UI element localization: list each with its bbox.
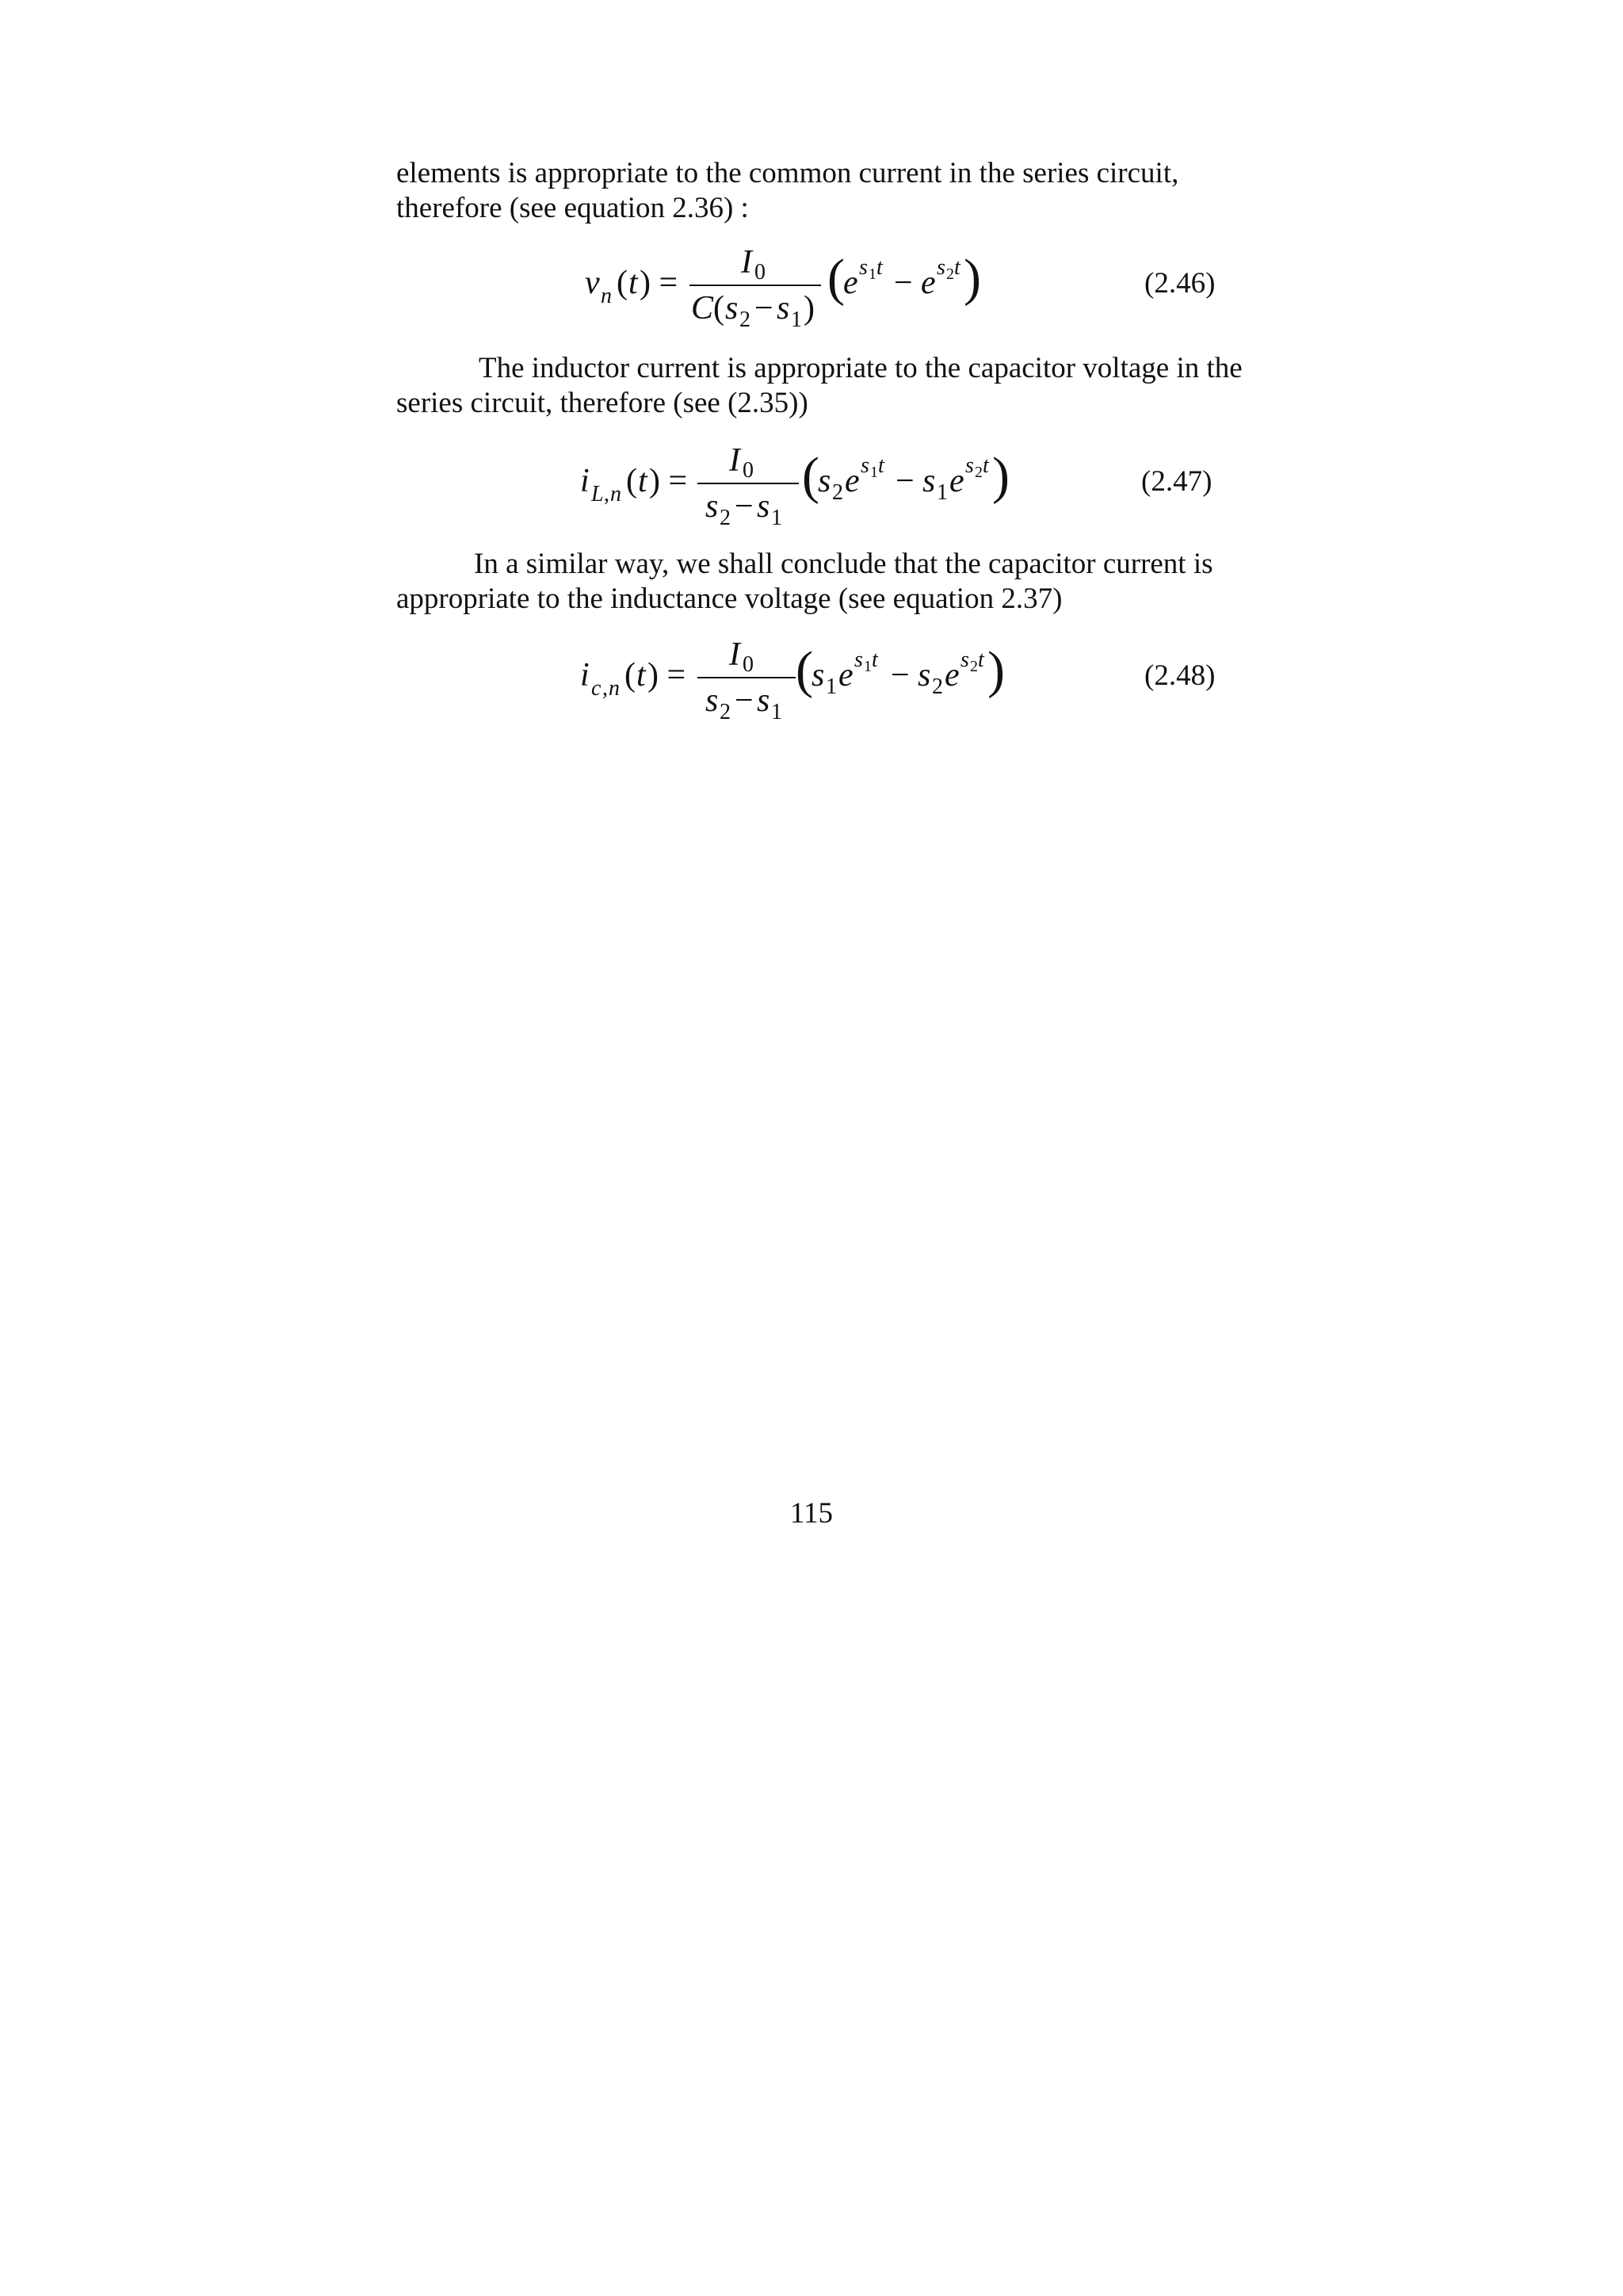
svg-text:2: 2	[946, 266, 954, 283]
equation-2-48	[0, 628, 1623, 724]
svg-text:−: −	[891, 657, 910, 693]
paragraph-3-line-2: appropriate to the inductance voltage (see equation 2.37)	[396, 583, 1063, 615]
svg-text:I: I	[741, 244, 752, 281]
svg-text:s: s	[918, 657, 931, 693]
svg-text:t: t	[876, 255, 883, 280]
equation-2-46-formula	[0, 238, 1623, 333]
svg-text:i: i	[580, 463, 590, 499]
svg-text:e: e	[845, 463, 860, 499]
svg-text:1: 1	[791, 308, 802, 332]
svg-text:s: s	[859, 255, 868, 280]
svg-text:1: 1	[869, 266, 876, 283]
svg-text:0: 0	[743, 458, 754, 483]
svg-text:n: n	[610, 482, 621, 506]
equation-2-46-number: (2.46)	[1144, 267, 1216, 300]
svg-text:,: ,	[602, 676, 608, 701]
equation-2-48-formula	[0, 628, 1623, 724]
svg-text:2: 2	[932, 674, 943, 699]
svg-text:1: 1	[771, 506, 782, 530]
svg-text:e: e	[945, 657, 960, 693]
paragraph-2-line-2: series circuit, therefore (see (2.35))	[396, 387, 808, 419]
svg-text:): )	[992, 447, 1010, 505]
svg-text:t: t	[978, 648, 984, 672]
svg-text:c: c	[591, 676, 601, 701]
svg-text:2: 2	[970, 658, 978, 675]
svg-text:t: t	[983, 453, 989, 478]
svg-text:s: s	[854, 648, 863, 672]
svg-text:2: 2	[720, 506, 731, 530]
svg-text:(: (	[802, 447, 819, 505]
svg-text:): )	[964, 249, 981, 307]
svg-text:n: n	[609, 676, 620, 701]
svg-text:1: 1	[771, 700, 782, 724]
equation-2-46	[0, 238, 1623, 333]
svg-text:t: t	[872, 648, 878, 672]
svg-text:(: (	[626, 463, 637, 499]
svg-text:1: 1	[937, 480, 948, 505]
svg-text:t: t	[628, 265, 638, 301]
svg-text:s: s	[937, 255, 945, 280]
svg-text:): )	[987, 641, 1005, 699]
svg-text:L: L	[591, 482, 604, 506]
svg-text:s: s	[965, 453, 974, 478]
svg-text:n: n	[601, 284, 612, 308]
svg-text:e: e	[949, 463, 964, 499]
svg-text:(: (	[617, 265, 628, 301]
svg-text:0: 0	[754, 260, 766, 285]
svg-text:t: t	[638, 463, 647, 499]
svg-text:e: e	[921, 265, 936, 301]
svg-text:) =: ) =	[647, 657, 686, 693]
svg-text:s: s	[757, 682, 770, 719]
equation-2-47-number: (2.47)	[1141, 465, 1212, 498]
svg-text:(: (	[827, 249, 845, 307]
svg-text:) =: ) =	[649, 463, 688, 499]
svg-text:(: (	[713, 290, 724, 327]
svg-text:v: v	[585, 265, 600, 301]
svg-text:s: s	[922, 463, 936, 499]
svg-text:1: 1	[826, 674, 837, 699]
svg-text:−: −	[894, 265, 913, 301]
svg-text:−: −	[754, 290, 773, 327]
svg-text:): )	[804, 290, 815, 327]
svg-text:−: −	[735, 682, 754, 719]
svg-text:s: s	[777, 290, 790, 327]
svg-text:(: (	[624, 657, 636, 693]
svg-text:2: 2	[832, 480, 843, 505]
paragraph-1	[396, 156, 1274, 226]
paragraph-2	[396, 351, 1274, 421]
svg-text:−: −	[735, 488, 754, 525]
svg-text:t: t	[636, 657, 646, 693]
svg-text:t: t	[878, 453, 884, 478]
svg-text:,: ,	[604, 482, 609, 506]
svg-text:s: s	[705, 488, 719, 525]
paragraph-3	[396, 547, 1274, 617]
svg-text:s: s	[705, 682, 719, 719]
svg-text:(: (	[796, 641, 813, 699]
svg-text:e: e	[843, 265, 858, 301]
svg-text:i: i	[580, 657, 590, 693]
svg-text:s: s	[960, 648, 969, 672]
svg-text:) =: ) =	[640, 265, 678, 301]
equation-2-47-formula	[0, 434, 1623, 529]
paragraph-1-line-2: therefore (see equation 2.36) :	[396, 192, 749, 224]
equation-2-47	[0, 434, 1623, 529]
svg-text:C: C	[691, 290, 714, 327]
paragraph-2-line-1: The inductor current is appropriate to the capacitor voltage in the	[479, 352, 1243, 384]
equation-2-48-number: (2.48)	[1144, 659, 1216, 692]
svg-text:s: s	[812, 657, 825, 693]
svg-text:1: 1	[864, 658, 872, 675]
svg-text:s: s	[725, 290, 739, 327]
svg-text:2: 2	[975, 464, 983, 481]
svg-text:0: 0	[743, 652, 754, 677]
svg-text:−: −	[896, 463, 915, 499]
svg-text:1: 1	[870, 464, 878, 481]
paragraph-1-line-1: elements is appropriate to the common current in the series circuit,	[396, 157, 1179, 189]
svg-text:t: t	[954, 255, 960, 280]
svg-text:s: s	[818, 463, 831, 499]
svg-text:2: 2	[720, 700, 731, 724]
svg-text:I: I	[729, 442, 740, 479]
svg-text:s: s	[757, 488, 770, 525]
svg-text:s: s	[861, 453, 869, 478]
page-number: 115	[789, 1497, 834, 1530]
svg-text:I: I	[729, 636, 740, 673]
paragraph-3-line-1: In a similar way, we shall conclude that the capacitor current is	[474, 548, 1213, 580]
svg-text:e: e	[838, 657, 854, 693]
svg-text:2: 2	[739, 308, 750, 332]
